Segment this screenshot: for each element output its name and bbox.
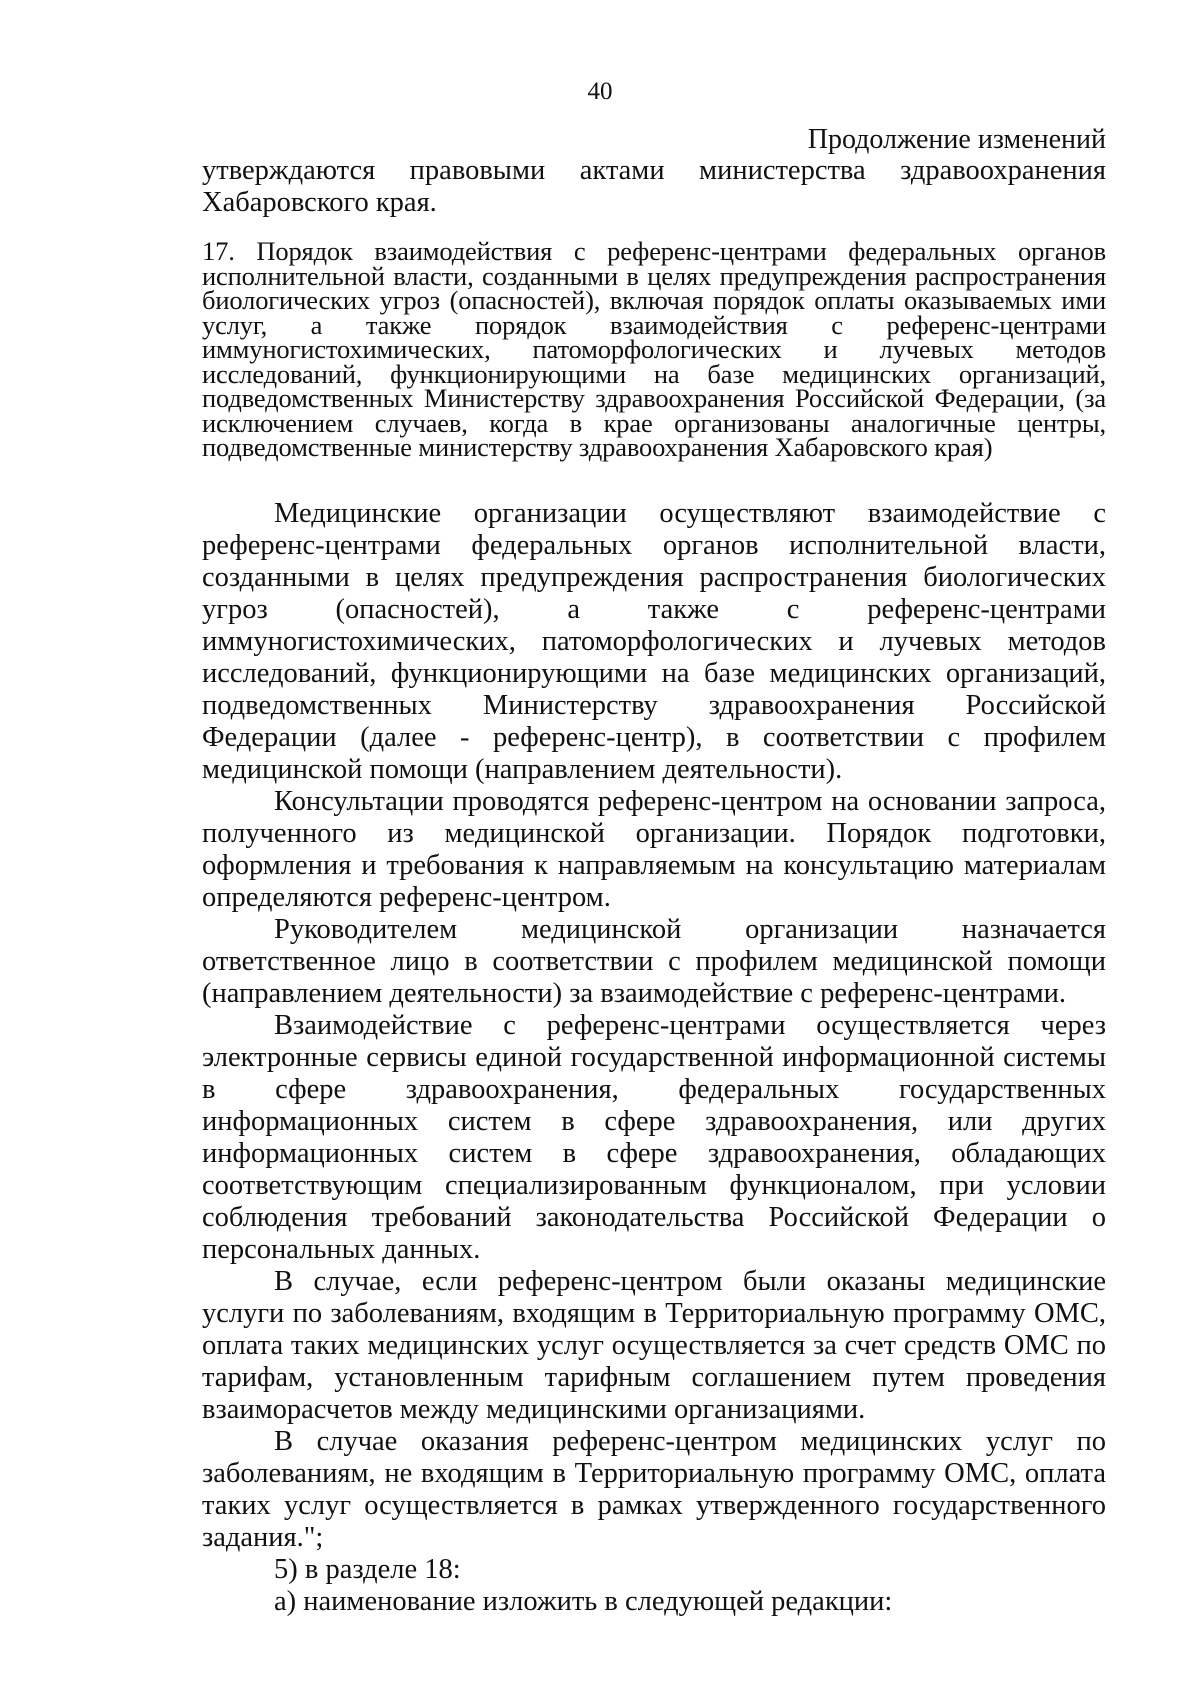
paragraph-oms-payment: В случае, если референс-центром были оказаны медицинские услуги по заболеваниям, входящим в Территориальную программу ОМС, оплата таких медицинских услуг осуществляется за счет средств ОМС по тарифам, установленным тарифным соглашением путем проведения взаиморасчетов между медицинскими организациями. [202,1265,1106,1425]
paragraph-consultations: Консультации проводятся референс-центром на основании запроса, полученного из медицинской организации. Порядок подготовки, оформления и требования к направляемым на консультацию материалам определяются референс-центром. [202,785,1106,913]
intro-paragraph: утверждаются правовыми актами министерства здравоохранения Хабаровского края. [202,155,1106,218]
paragraph-interaction: Медицинские организации осуществляют взаимодействие с референс-центрами федеральных органов исполнительной власти, созданными в целях предупреждения распространения биологических угроз (опасностей), а также с референс-центрами иммуногистохимических, патоморфологических и лучевых методов исследований, функционирующими на базе медицинских организаций, подведомственных Министерству здравоохранения Российской Федерации (далее - референс-центр), в соответствии с профилем медицинской помощи (направлением деятельности). [202,497,1106,785]
list-item-a: а) наименование изложить в следующей редакции: [274,1585,893,1617]
paragraph-electronic-services: Взаимодействие с референс-центрами осуществляется через электронные сервисы единой государственной информационной системы в сфере здравоохранения, федеральных государственных информационных систем в сфере здравоохранения, или других информационных систем в сфере здравоохранения, обладающих соответствующим специализированным функционалом, при условии соблюдения требований законодательства Российской Федерации о персональных данных. [202,1009,1106,1265]
document-body [202,155,1106,1618]
list-item-5: 5) в разделе 18: [274,1553,461,1585]
paragraph-responsible-person: Руководителем медицинской организации назначается ответственное лицо в соответствии с профилем медицинской помощи (направлением деятельности) за взаимодействие с референс-центрами. [202,913,1106,1009]
paragraph-state-assignment: В случае оказания референс-центром медицинских услуг по заболеваниям, не входящим в Территориальную программу ОМС, оплата таких услуг осуществляется в рамках утвержденного государственного задания."; [202,1425,1106,1553]
section-17-heading: 17. Порядок взаимодействия с референс-центрами федеральных органов исполнительной власти, созданными в целях предупреждения распространения биологических угроз (опасностей), включая порядок оплаты оказываемых ими услуг, а также порядок взаимодействия с референс-центрами иммуногистохимических, патоморфологических и лучевых методов исследований, функционирующими на базе медицинских организаций, подведомственных Министерству здравоохранения Российской Федерации, (за исключением случаев, когда в крае организованы аналогичные центры, подведомственные министерству здравоохранения Хабаровского края) [202,236,1106,462]
running-head: Продолжение изменений [807,124,1106,155]
page-number: 40 [587,78,613,105]
